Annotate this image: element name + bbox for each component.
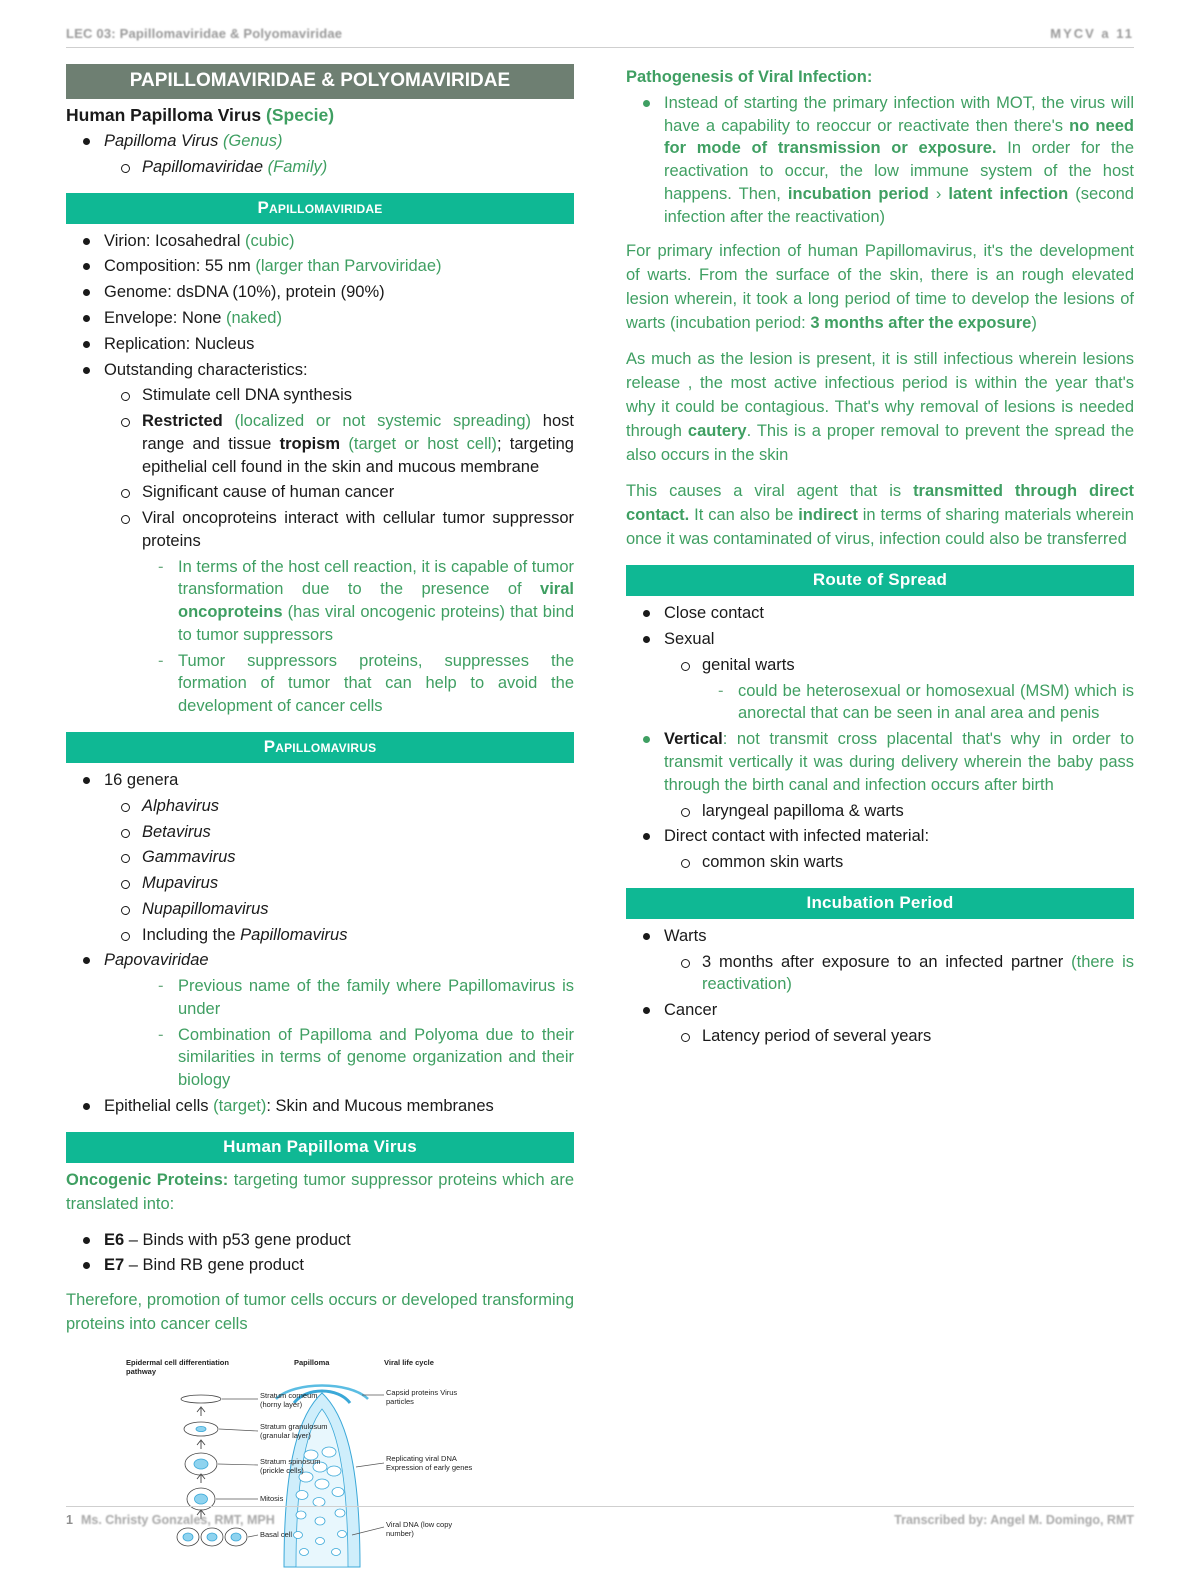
page-number: 1 bbox=[66, 1513, 73, 1527]
e6-desc: – Binds with p53 gene product bbox=[124, 1230, 351, 1249]
list-item bbox=[66, 1095, 574, 1118]
e7-desc: – Bind RB gene product bbox=[124, 1256, 304, 1275]
list-item-restricted bbox=[66, 410, 574, 478]
para-bold-1: cautery bbox=[687, 421, 747, 440]
list-item bbox=[626, 654, 1134, 677]
item-label: Viral oncoproteins interact with cellular tumor suppressor proteins bbox=[142, 509, 574, 550]
paragraph-lesion bbox=[626, 348, 1134, 468]
list-item bbox=[66, 795, 574, 818]
list-item bbox=[626, 92, 1134, 229]
para-bold-1: transmitted through direct contact. bbox=[626, 481, 1134, 524]
header-divider bbox=[66, 47, 1134, 48]
figure-label-viral-dna: Viral DNA (low copy number) bbox=[386, 1519, 453, 1538]
figure-title-mid: Papilloma bbox=[294, 1357, 330, 1367]
footer-transcriber: Transcribed by: Angel M. Domingo, RMT bbox=[894, 1513, 1134, 1527]
para-text-1: As much as the lesion is present, it is still infectious wherein lesions release , the most active infectious period is within the year that's why it could be contagious. That's why removal of lesions is needed through bbox=[626, 350, 1134, 440]
path-text-1: Instead of starting the primary infection with MOT, the virus will have a capability to reoccur or reactivate then there's bbox=[664, 93, 1134, 135]
list-item bbox=[626, 999, 1134, 1022]
incubation-sub-text: 3 months after exposure to an infected partner bbox=[702, 952, 1072, 971]
item-label: Significant cause of human cancer bbox=[142, 483, 395, 502]
list-item bbox=[626, 925, 1134, 948]
path-text-2: In order for the reactivation to occur, the low immune system of the host happens. Then, bbox=[664, 139, 1134, 203]
note-text: Combination of Papilloma and Polyoma due to their similarities in terms of genome organization and their biology bbox=[178, 1025, 574, 1090]
e7-label: E7 bbox=[104, 1256, 125, 1275]
closing-paragraph: Therefore, promotion of tumor cells occurs or developed transforming proteins into cancer cells bbox=[66, 1291, 574, 1333]
route-item-label: Sexual bbox=[664, 630, 715, 649]
restricted-bold: Restricted bbox=[142, 412, 223, 431]
item-label: Composition: 55 nm bbox=[104, 257, 251, 276]
papillomavirus-banner: Papillomavirus bbox=[66, 732, 574, 763]
genera-count: 16 genera bbox=[104, 770, 179, 789]
e6-label: E6 bbox=[104, 1230, 125, 1249]
footer-divider bbox=[66, 1506, 1134, 1507]
list-item bbox=[626, 825, 1134, 848]
figure-label-stratum-corneum: Stratum corneum (horny layer) bbox=[260, 1390, 318, 1409]
taxonomy-list bbox=[66, 130, 574, 179]
e-protein-list bbox=[66, 1229, 574, 1278]
genus-item: Nupapillomavirus bbox=[142, 899, 269, 918]
list-item bbox=[66, 156, 574, 179]
vertical-sub-label: laryngeal papilloma & warts bbox=[702, 801, 904, 820]
list-item bbox=[626, 951, 1134, 997]
paragraph-primary-infection bbox=[626, 240, 1134, 336]
header-lecture-title: LEC 03: Papillomaviridae & Polyomaviridae bbox=[66, 26, 343, 41]
list-item bbox=[66, 359, 574, 382]
epithelial-paren: (target) bbox=[213, 1096, 267, 1115]
restricted-green: (localized or not systemic spreading) bbox=[234, 412, 532, 431]
pathogenesis-title bbox=[626, 66, 1134, 89]
left-column bbox=[66, 64, 574, 1574]
genus-item: Alphavirus bbox=[142, 796, 220, 815]
para-bold-2: indirect bbox=[798, 505, 858, 524]
para-text-2: ) bbox=[1031, 314, 1037, 333]
incubation-label: Warts bbox=[664, 926, 707, 945]
vertical-label: Vertical bbox=[664, 730, 723, 749]
papilloma-life-cycle-figure bbox=[126, 1359, 526, 1574]
papillomaviridae-list bbox=[66, 230, 574, 718]
restricted-text2: ; targeting epithelial cell found in the skin and mucous membrane bbox=[142, 434, 574, 476]
list-item bbox=[66, 1229, 574, 1252]
path-bold-1: no need for mode of transmission or exposure. bbox=[664, 116, 1134, 158]
genus-including: Including the bbox=[142, 925, 241, 944]
oncogenic-bold: Oncogenic Proteins: bbox=[66, 1170, 229, 1189]
path-text-3: › bbox=[928, 184, 949, 203]
incubation-sub-green: (there is reactivation) bbox=[702, 952, 1134, 994]
figure-label-capsid-proteins: Capsid proteins Virus particles bbox=[386, 1387, 458, 1406]
footer-left-group bbox=[66, 1513, 275, 1527]
list-item bbox=[66, 507, 574, 553]
item-label: Virion: Icosahedral bbox=[104, 231, 241, 250]
genus-item: Gammavirus bbox=[142, 848, 236, 867]
note-bold: viral oncoproteins bbox=[178, 580, 574, 622]
list-item bbox=[66, 872, 574, 895]
path-text-4: (second infection after the reactivation) bbox=[664, 184, 1134, 226]
path-bold-3: latent infection bbox=[948, 184, 1069, 203]
vertical-text: : not transmit cross placental that's why in order to transmit vertically it was during delivery wherein the baby pass through the birth canal and infection occurs after birth bbox=[664, 730, 1134, 794]
note-text-post: (has viral oncogenic proteins) that bind to tumor suppressors bbox=[178, 603, 574, 644]
main-title-banner: PAPILLOMAVIRIDAE & POLYOMAVIRIDAE bbox=[66, 64, 574, 99]
list-item bbox=[66, 821, 574, 844]
list-item bbox=[66, 949, 574, 972]
two-column-layout bbox=[66, 64, 1134, 1574]
list-item bbox=[66, 333, 574, 356]
pathogenesis-title-text: Pathogenesis of Viral Infection: bbox=[626, 68, 873, 86]
note-text: Tumor suppressors proteins, suppresses the formation of tumor that can help to avoid the development of cancer cells bbox=[178, 651, 574, 716]
note-text: In terms of the host cell reaction, it is capable of tumor transformation due to the presence of bbox=[178, 557, 574, 599]
list-item bbox=[66, 384, 574, 407]
route-of-spread-banner: Route of Spread bbox=[626, 565, 1134, 596]
item-label: Stimulate cell DNA synthesis bbox=[142, 386, 352, 405]
incubation-sub-text: Latency period of several years bbox=[702, 1026, 932, 1045]
list-item bbox=[66, 898, 574, 921]
genus-item: Mupavirus bbox=[142, 874, 219, 893]
oncogenic-rest: targeting tumor suppressor proteins which are translated into: bbox=[66, 1170, 575, 1213]
item-paren: (cubic) bbox=[244, 231, 295, 250]
route-of-spread-list bbox=[626, 602, 1134, 873]
species-name: Human Papilloma Virus bbox=[66, 105, 262, 125]
item-label: Outstanding characteristics: bbox=[104, 360, 308, 379]
page-footer bbox=[66, 1506, 1134, 1527]
right-column bbox=[626, 64, 1134, 1051]
figure-label-stratum-granulosum: Stratum granulosum (granular layer) bbox=[260, 1421, 328, 1440]
list-item bbox=[626, 602, 1134, 625]
item-label: Replication: Nucleus bbox=[104, 334, 255, 353]
species-paren: (Specie) bbox=[266, 105, 335, 125]
species-line bbox=[66, 103, 574, 127]
genital-note-text: could be heterosexual or homosexual (MSM) which is anorectal that can be seen in anal area and penis bbox=[738, 681, 1134, 723]
list-item bbox=[66, 230, 574, 253]
para-text-2: . This is a proper removal to prevent the spread the also occurs in the skin bbox=[626, 421, 1134, 464]
figure-title-left: Epidermal cell differentiation pathway bbox=[126, 1357, 229, 1376]
list-item bbox=[66, 556, 574, 647]
figure-title-right: Viral life cycle bbox=[384, 1357, 434, 1367]
item-paren: (naked) bbox=[226, 308, 282, 327]
list-item bbox=[626, 800, 1134, 823]
hpv-banner: Human Papilloma Virus bbox=[66, 1132, 574, 1163]
list-item bbox=[626, 1025, 1134, 1048]
figure-label-mitosis: Mitosis bbox=[260, 1493, 284, 1503]
list-item bbox=[66, 281, 574, 304]
list-item bbox=[626, 680, 1134, 726]
header-course-code: MYCV a 11 bbox=[1050, 26, 1134, 41]
list-item bbox=[66, 481, 574, 504]
papillomaviridae-banner: Papillomaviridae bbox=[66, 193, 574, 224]
list-item bbox=[66, 650, 574, 718]
list-item bbox=[66, 130, 574, 153]
family-paren: (Family) bbox=[267, 157, 328, 176]
note-text: Previous name of the family where Papillomavirus is under bbox=[178, 977, 574, 1018]
figure-label-replicating-dna: Replicating viral DNA Expression of early genes bbox=[386, 1453, 473, 1472]
item-label: Genome: dsDNA (10%), protein (90%) bbox=[104, 283, 385, 302]
list-item bbox=[66, 1254, 574, 1277]
para-text-3: in terms of sharing materials wherein once it was contaminated of virus, infection could also be transferred bbox=[626, 505, 1134, 548]
list-item bbox=[66, 1024, 574, 1092]
restricted-text: host range and tissue bbox=[142, 412, 574, 453]
list-item bbox=[66, 846, 574, 869]
genus-item: Betavirus bbox=[142, 822, 211, 841]
epithelial-label: Epithelial cells bbox=[104, 1096, 209, 1115]
para-text-1: For primary infection of human Papillomavirus, it's the development of warts. From the surface of the skin, there is an rough elevated lesion wherein, it took a long period of time to develop the lesions of warts (incubation period: bbox=[626, 242, 1134, 333]
epithelial-post: : Skin and Mucous membranes bbox=[266, 1096, 494, 1115]
direct-contact-sub-label: common skin warts bbox=[702, 853, 844, 872]
list-item bbox=[66, 255, 574, 278]
para-text-1: This causes a viral agent that is bbox=[626, 481, 914, 500]
list-item bbox=[626, 628, 1134, 651]
papillomavirus-list bbox=[66, 769, 574, 1118]
family-name: Papillomaviridae bbox=[142, 157, 264, 176]
list-item bbox=[66, 975, 574, 1021]
incubation-label: Cancer bbox=[664, 1001, 718, 1020]
item-paren: (larger than Parvoviridae) bbox=[255, 257, 442, 276]
list-item bbox=[626, 728, 1134, 796]
item-label: Envelope: None bbox=[104, 308, 222, 327]
figure-label-basal-cell: Basal cell bbox=[260, 1529, 293, 1539]
genus-including-name: Papillomavirus bbox=[240, 925, 348, 944]
restricted-green2: (target or host cell) bbox=[348, 434, 497, 453]
list-item bbox=[66, 769, 574, 792]
genital-warts-label: genital warts bbox=[702, 655, 795, 674]
pathogenesis-list bbox=[626, 92, 1134, 229]
genus-name: Papilloma Virus bbox=[104, 132, 219, 151]
incubation-period-list bbox=[626, 925, 1134, 1048]
figure-label-stratum-spinosum: Stratum spinosum (prickle cells) bbox=[260, 1456, 321, 1475]
footer-row bbox=[66, 1513, 1134, 1527]
incubation-period-banner: Incubation Period bbox=[626, 888, 1134, 919]
page-header bbox=[66, 26, 1134, 45]
restricted-bold2: tropism bbox=[279, 434, 341, 453]
paragraph-transmission bbox=[626, 480, 1134, 552]
footer-instructor: Ms. Christy Gonzales, RMT, MPH bbox=[80, 1513, 275, 1527]
genus-paren: (Genus) bbox=[222, 132, 283, 151]
route-item-label: Close contact bbox=[664, 604, 764, 623]
oncogenic-lead bbox=[66, 1169, 574, 1217]
direct-contact-label: Direct contact with infected material: bbox=[664, 827, 930, 846]
list-item bbox=[626, 851, 1134, 874]
papovaviridae-label: Papovaviridae bbox=[104, 951, 209, 970]
path-bold-2: incubation period bbox=[787, 184, 929, 203]
para-text-2: It can also be bbox=[689, 505, 799, 524]
list-item bbox=[66, 307, 574, 330]
list-item bbox=[66, 924, 574, 947]
para-bold-1: 3 months after the exposure bbox=[810, 314, 1032, 333]
